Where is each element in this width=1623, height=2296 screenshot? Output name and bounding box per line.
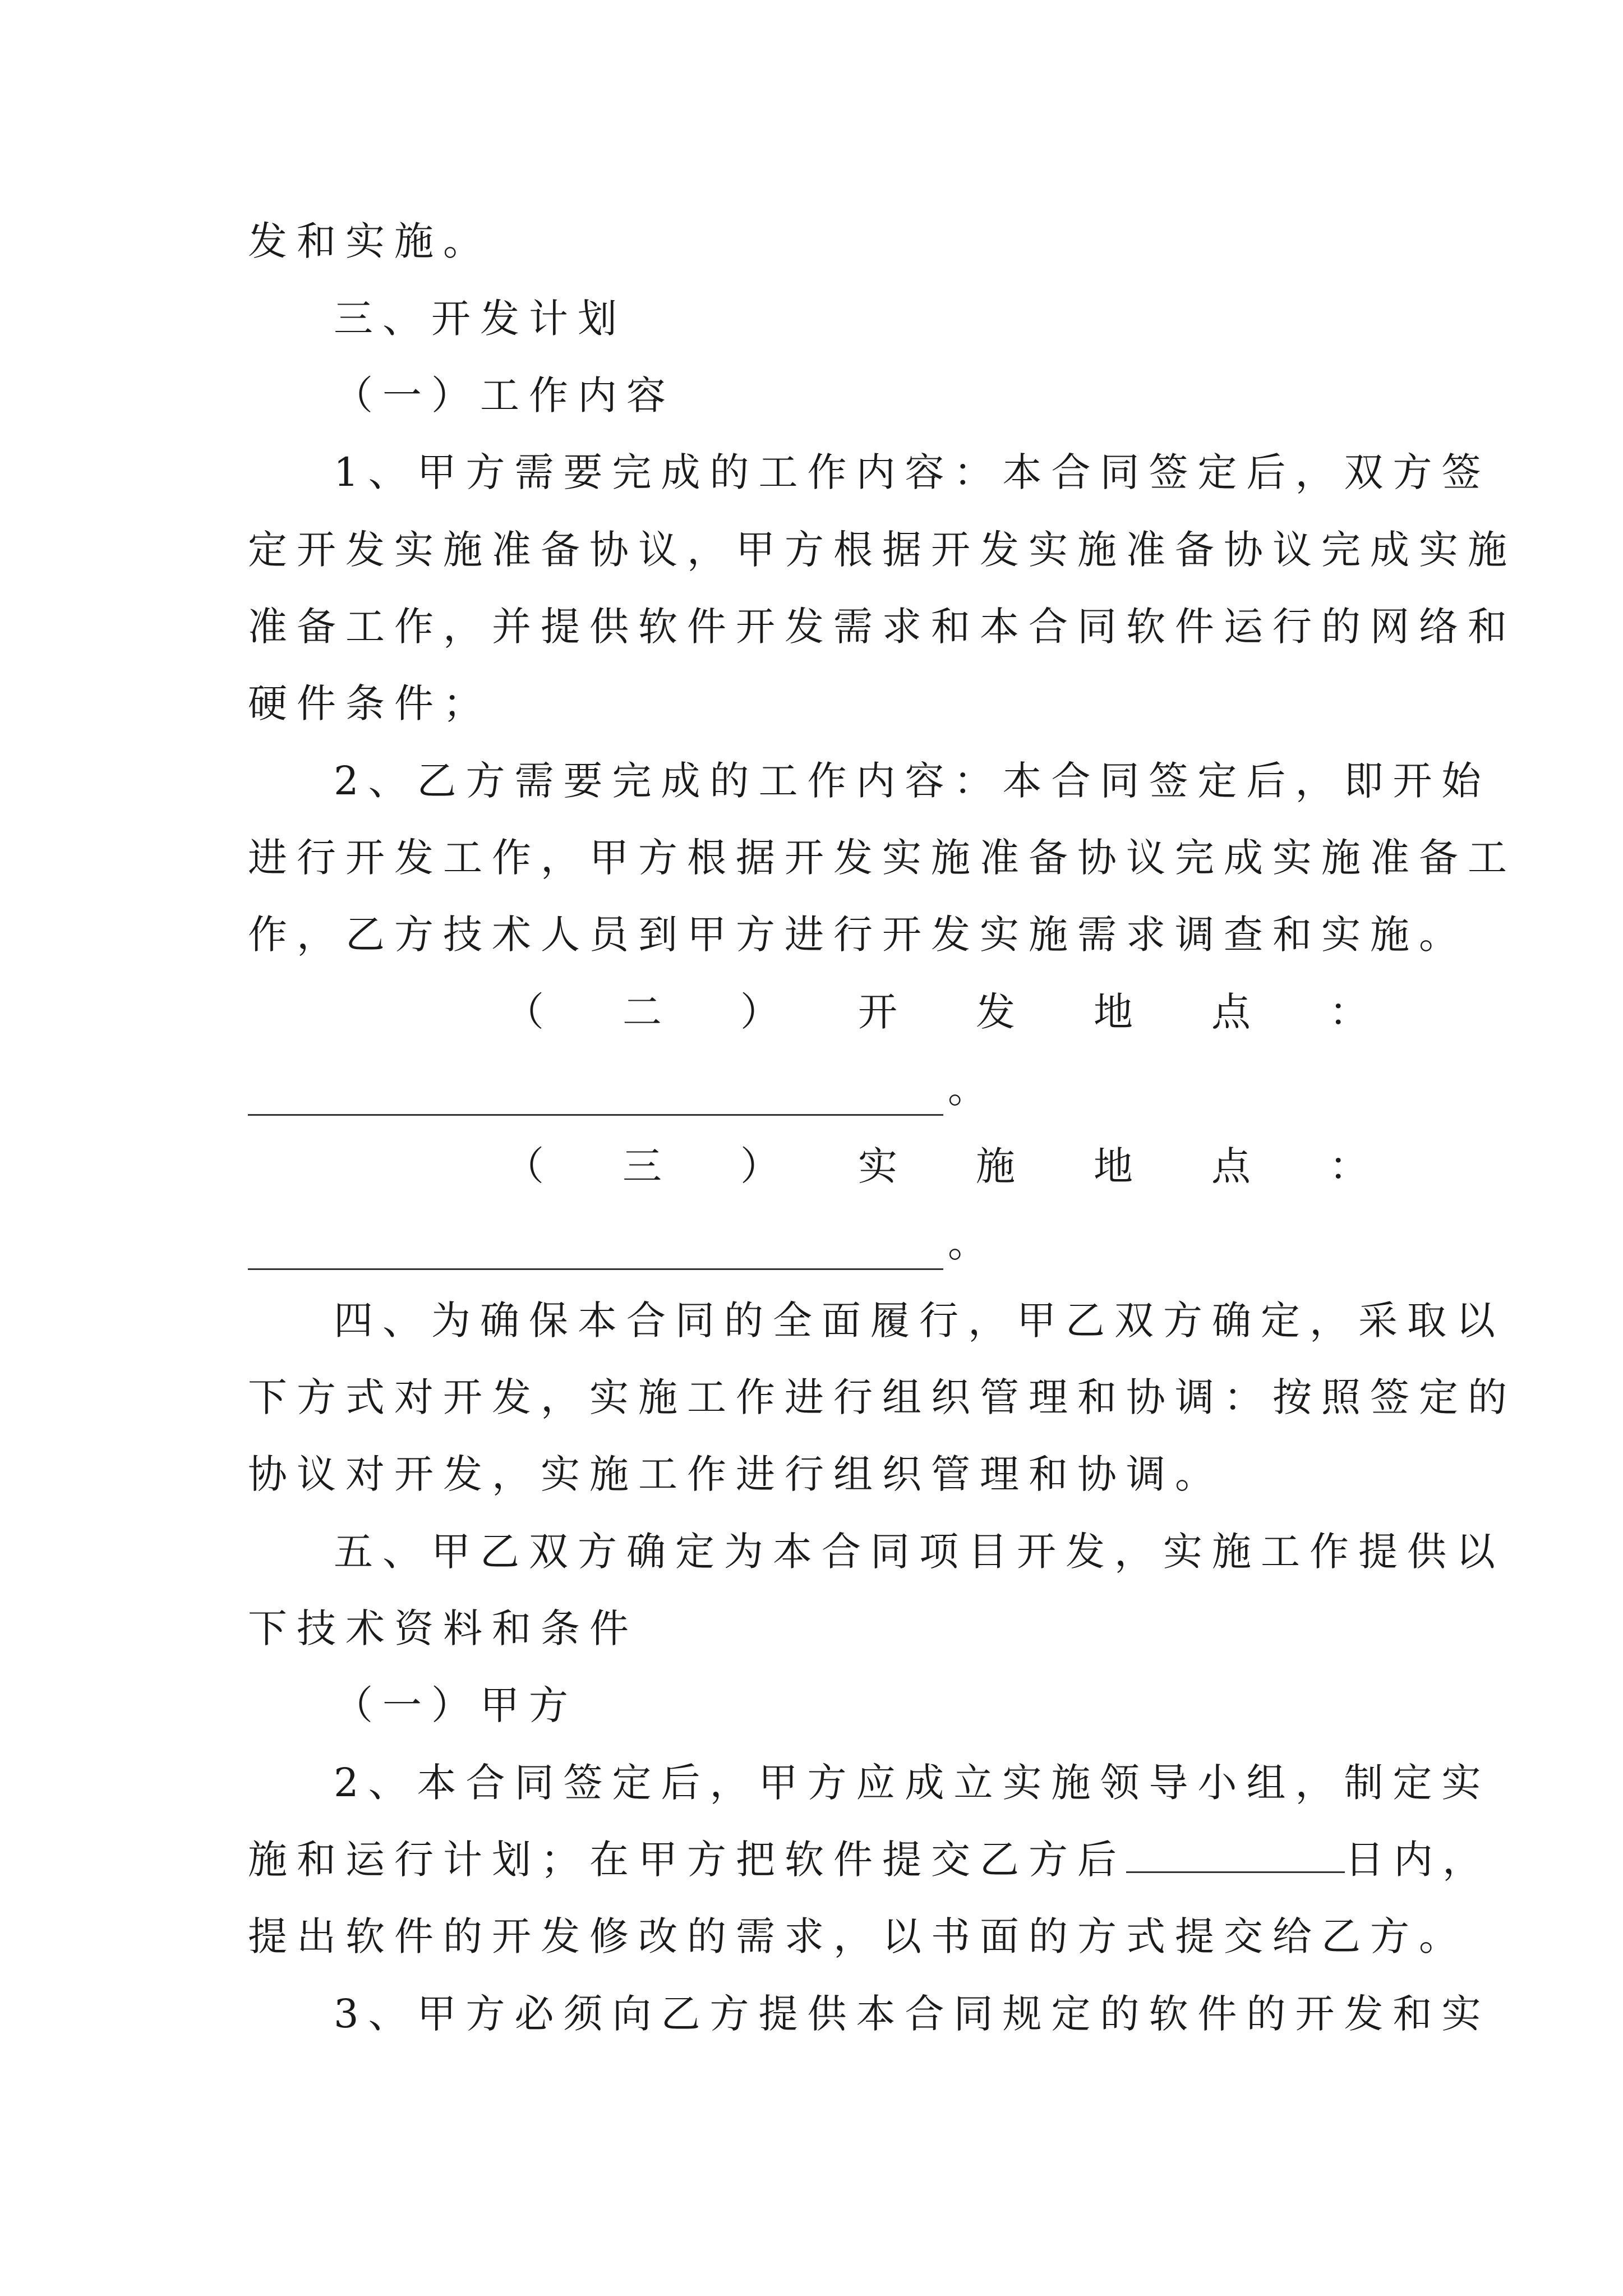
dev-site-char: 发 (976, 989, 1015, 1035)
dev-site-char: （ (505, 989, 544, 1035)
impl-site-char: 点 (1211, 1143, 1251, 1189)
paragraph-line: 2、本合同签定后，甲方应成立实施领导小组，制定实 (334, 1760, 1491, 1806)
paragraph-line: 3、甲方必须向乙方提供本合同规定的软件的开发和实 (334, 1991, 1491, 2037)
dev-site-char: ： (1329, 989, 1368, 1035)
paragraph-line: 作，乙方技术人员到甲方进行开发实施需求调查和实施。 (248, 912, 1468, 958)
dev-site-char: 开 (858, 989, 897, 1035)
impl-site-heading (505, 1139, 1368, 1193)
paragraph-line: 进行开发工作，甲方根据开发实施准备协议完成实施准备工 (248, 835, 1516, 881)
dev-site-heading (505, 985, 1368, 1039)
impl-site-char: 实 (858, 1143, 897, 1189)
impl-site-blank-line (248, 1216, 987, 1270)
paragraph-line: 下技术资料和条件 (248, 1605, 638, 1651)
dev-site-fill-blank[interactable] (248, 1075, 943, 1116)
impl-site-char: ： (1329, 1143, 1368, 1189)
dev-site-char: 地 (1094, 989, 1133, 1035)
paragraph-line: 发和实施。 (248, 218, 492, 264)
paragraph-line: 定开发实施准备协议，甲方根据开发实施准备协议完成实施 (248, 527, 1516, 573)
dev-site-end: 。 (948, 1066, 987, 1112)
paragraph-line: 四、为确保本合同的全面履行，甲乙双方确定，采取以 (334, 1297, 1505, 1343)
paragraph-line: 提出软件的开发修改的需求，以书面的方式提交给乙方。 (248, 1913, 1468, 1959)
impl-site-char: 地 (1094, 1143, 1133, 1189)
section-heading: 三、开发计划 (334, 296, 626, 342)
impl-site-fill-blank[interactable] (248, 1229, 943, 1270)
paragraph-line: 准备工作，并提供软件开发需求和本合同软件运行的网络和 (248, 604, 1516, 650)
line-text-before-blank: 施和运行计划；在甲方把软件提交乙方后 (248, 1837, 1126, 1883)
subsection-heading: （一）工作内容 (334, 372, 675, 418)
paragraph-line: 下方式对开发，实施工作进行组织管理和协调：按照签定的 (248, 1374, 1516, 1420)
line-text-after-blank: 日内， (1345, 1837, 1491, 1883)
dev-site-blank-line (248, 1062, 987, 1116)
dev-site-char: ） (740, 989, 780, 1035)
impl-site-char: 施 (976, 1143, 1015, 1189)
days-fill-blank[interactable] (1126, 1834, 1345, 1873)
paragraph-line: 硬件条件； (248, 680, 492, 726)
dev-site-char: 点 (1211, 989, 1251, 1035)
impl-site-char: 三 (623, 1143, 662, 1189)
paragraph-line-with-blank (248, 1833, 1491, 1887)
paragraph-line: 1、甲方需要完成的工作内容：本合同签定后，双方签 (334, 449, 1491, 495)
impl-site-end: 。 (948, 1220, 987, 1266)
impl-site-char: ） (740, 1143, 780, 1189)
subsection-heading: （一）甲方 (334, 1682, 578, 1728)
paragraph-line: 协议对开发，实施工作进行组织管理和协调。 (248, 1451, 1224, 1497)
impl-site-char: （ (505, 1143, 544, 1189)
paragraph-line: 五、甲乙双方确定为本合同项目开发，实施工作提供以 (334, 1529, 1505, 1575)
paragraph-line: 2、乙方需要完成的工作内容：本合同签定后，即开始 (334, 758, 1491, 804)
dev-site-char: 二 (623, 989, 662, 1035)
